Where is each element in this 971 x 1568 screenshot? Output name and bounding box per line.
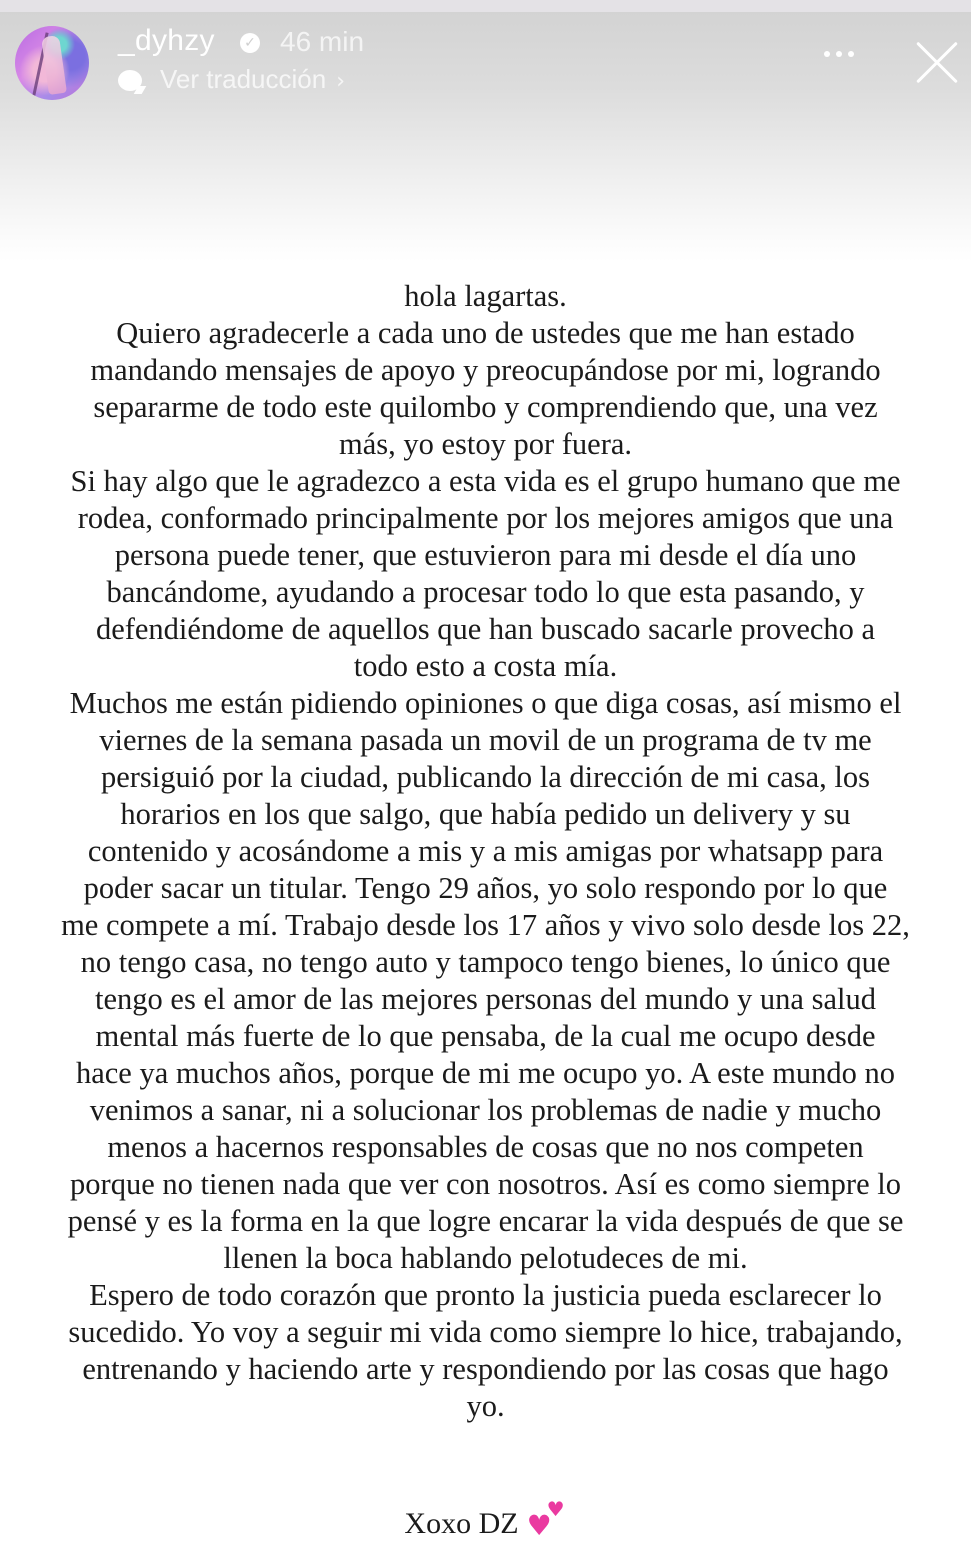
message-line: persona puede tener, que estuvieron para mi desde el día uno (114, 538, 857, 572)
see-translation-button[interactable] (160, 64, 345, 95)
message-line: mental más fuerte de lo que pensaba, de la cual me ocupo desde (95, 1019, 876, 1053)
message-line: bancándome, ayudando a procesar todo lo que esta pasando, y (106, 575, 865, 609)
story-message (10, 278, 961, 1425)
message-line: mandando mensajes de apoyo y preocupándose por mi, logrando (90, 353, 881, 387)
avatar[interactable] (15, 26, 89, 100)
signoff (0, 1497, 971, 1542)
message-line: llenen la boca hablando pelotudeces de mi. (223, 1241, 748, 1275)
message-line: hola lagartas. (404, 279, 567, 313)
more-dot-icon (848, 51, 854, 57)
message-line: más, yo estoy por fuera. (338, 427, 633, 461)
message-line: todo esto a costa mía. (353, 649, 618, 683)
more-options-button[interactable] (824, 44, 864, 64)
message-line: defendiéndome de aquellos que han buscado sacarle provecho a (95, 612, 876, 646)
chevron-right-icon: › (336, 69, 346, 94)
message-line: contenido y acosándome a mis y a mis amigas por whatsapp para (87, 834, 884, 868)
message-line: persiguió por la ciudad, publicando la dirección de mi casa, los (100, 760, 871, 794)
story-timestamp: 46 min (280, 26, 365, 57)
message-line: separarme de todo este quilombo y comprendiendo que, una vez (93, 390, 878, 424)
message-line: rodea, conformado principalmente por los mejores amigos que una (77, 501, 894, 535)
message-line: yo. (466, 1389, 505, 1423)
more-dot-icon (824, 51, 830, 57)
message-line: menos a hacernos responsables de cosas que no nos competen (107, 1130, 864, 1164)
message-line: horarios en los que salgo, que había pedido un delivery y su (120, 797, 851, 831)
translate-bubble-icon[interactable] (118, 70, 142, 91)
message-line: hace ya muchos años, porque de mi me ocupo yo. A este mundo no (75, 1056, 896, 1090)
signoff-text: Xoxo DZ (404, 1507, 519, 1540)
more-dot-icon (836, 51, 842, 57)
message-line: no tengo casa, no tengo auto y tampoco tengo bienes, lo único que (80, 945, 891, 979)
two-hearts-icon: ♥ ♥ (526, 1497, 565, 1542)
see-translation-label: Ver traducción (160, 64, 327, 94)
avatar-art-figure (41, 35, 67, 95)
close-icon[interactable] (912, 38, 962, 88)
message-line: sucedido. Yo voy a seguir mi vida como siempre lo hice, trabajando, (68, 1315, 903, 1349)
message-line: pensé y es la forma en la que logre encarar la vida después de que se (67, 1204, 904, 1238)
status-strip (0, 0, 971, 12)
message-line: Muchos me están pidiendo opiniones o que diga cosas, así mismo el (69, 686, 902, 720)
message-line: entrenando y haciendo arte y respondiendo por las cosas que hago (82, 1352, 889, 1386)
verified-badge-icon: ✓ (240, 33, 260, 53)
message-line: Si hay algo que le agradezco a esta vida es el grupo humano que me (70, 464, 901, 498)
message-line: Quiero agradecerle a cada uno de ustedes que me han estado (116, 316, 855, 350)
message-line: venimos a sanar, ni a solucionar los problemas de nadie y mucho (89, 1093, 882, 1127)
message-line: porque no tienen nada que ver con nosotros. Así es como siempre lo (70, 1167, 901, 1201)
message-line: tengo es el amor de las mejores personas del mundo y una salud (95, 982, 876, 1016)
username-link[interactable]: _dyhzy (118, 24, 215, 57)
message-line: poder sacar un titular. Tengo 29 años, yo solo respondo por lo que (83, 871, 888, 905)
message-line: Espero de todo corazón que pronto la justicia pueda esclarecer lo (89, 1278, 882, 1312)
message-line: me compete a mí. Trabajo desde los 17 años y vivo solo desde los 22, (61, 908, 910, 942)
message-line: viernes de la semana pasada un movil de un programa de tv me (99, 723, 872, 757)
